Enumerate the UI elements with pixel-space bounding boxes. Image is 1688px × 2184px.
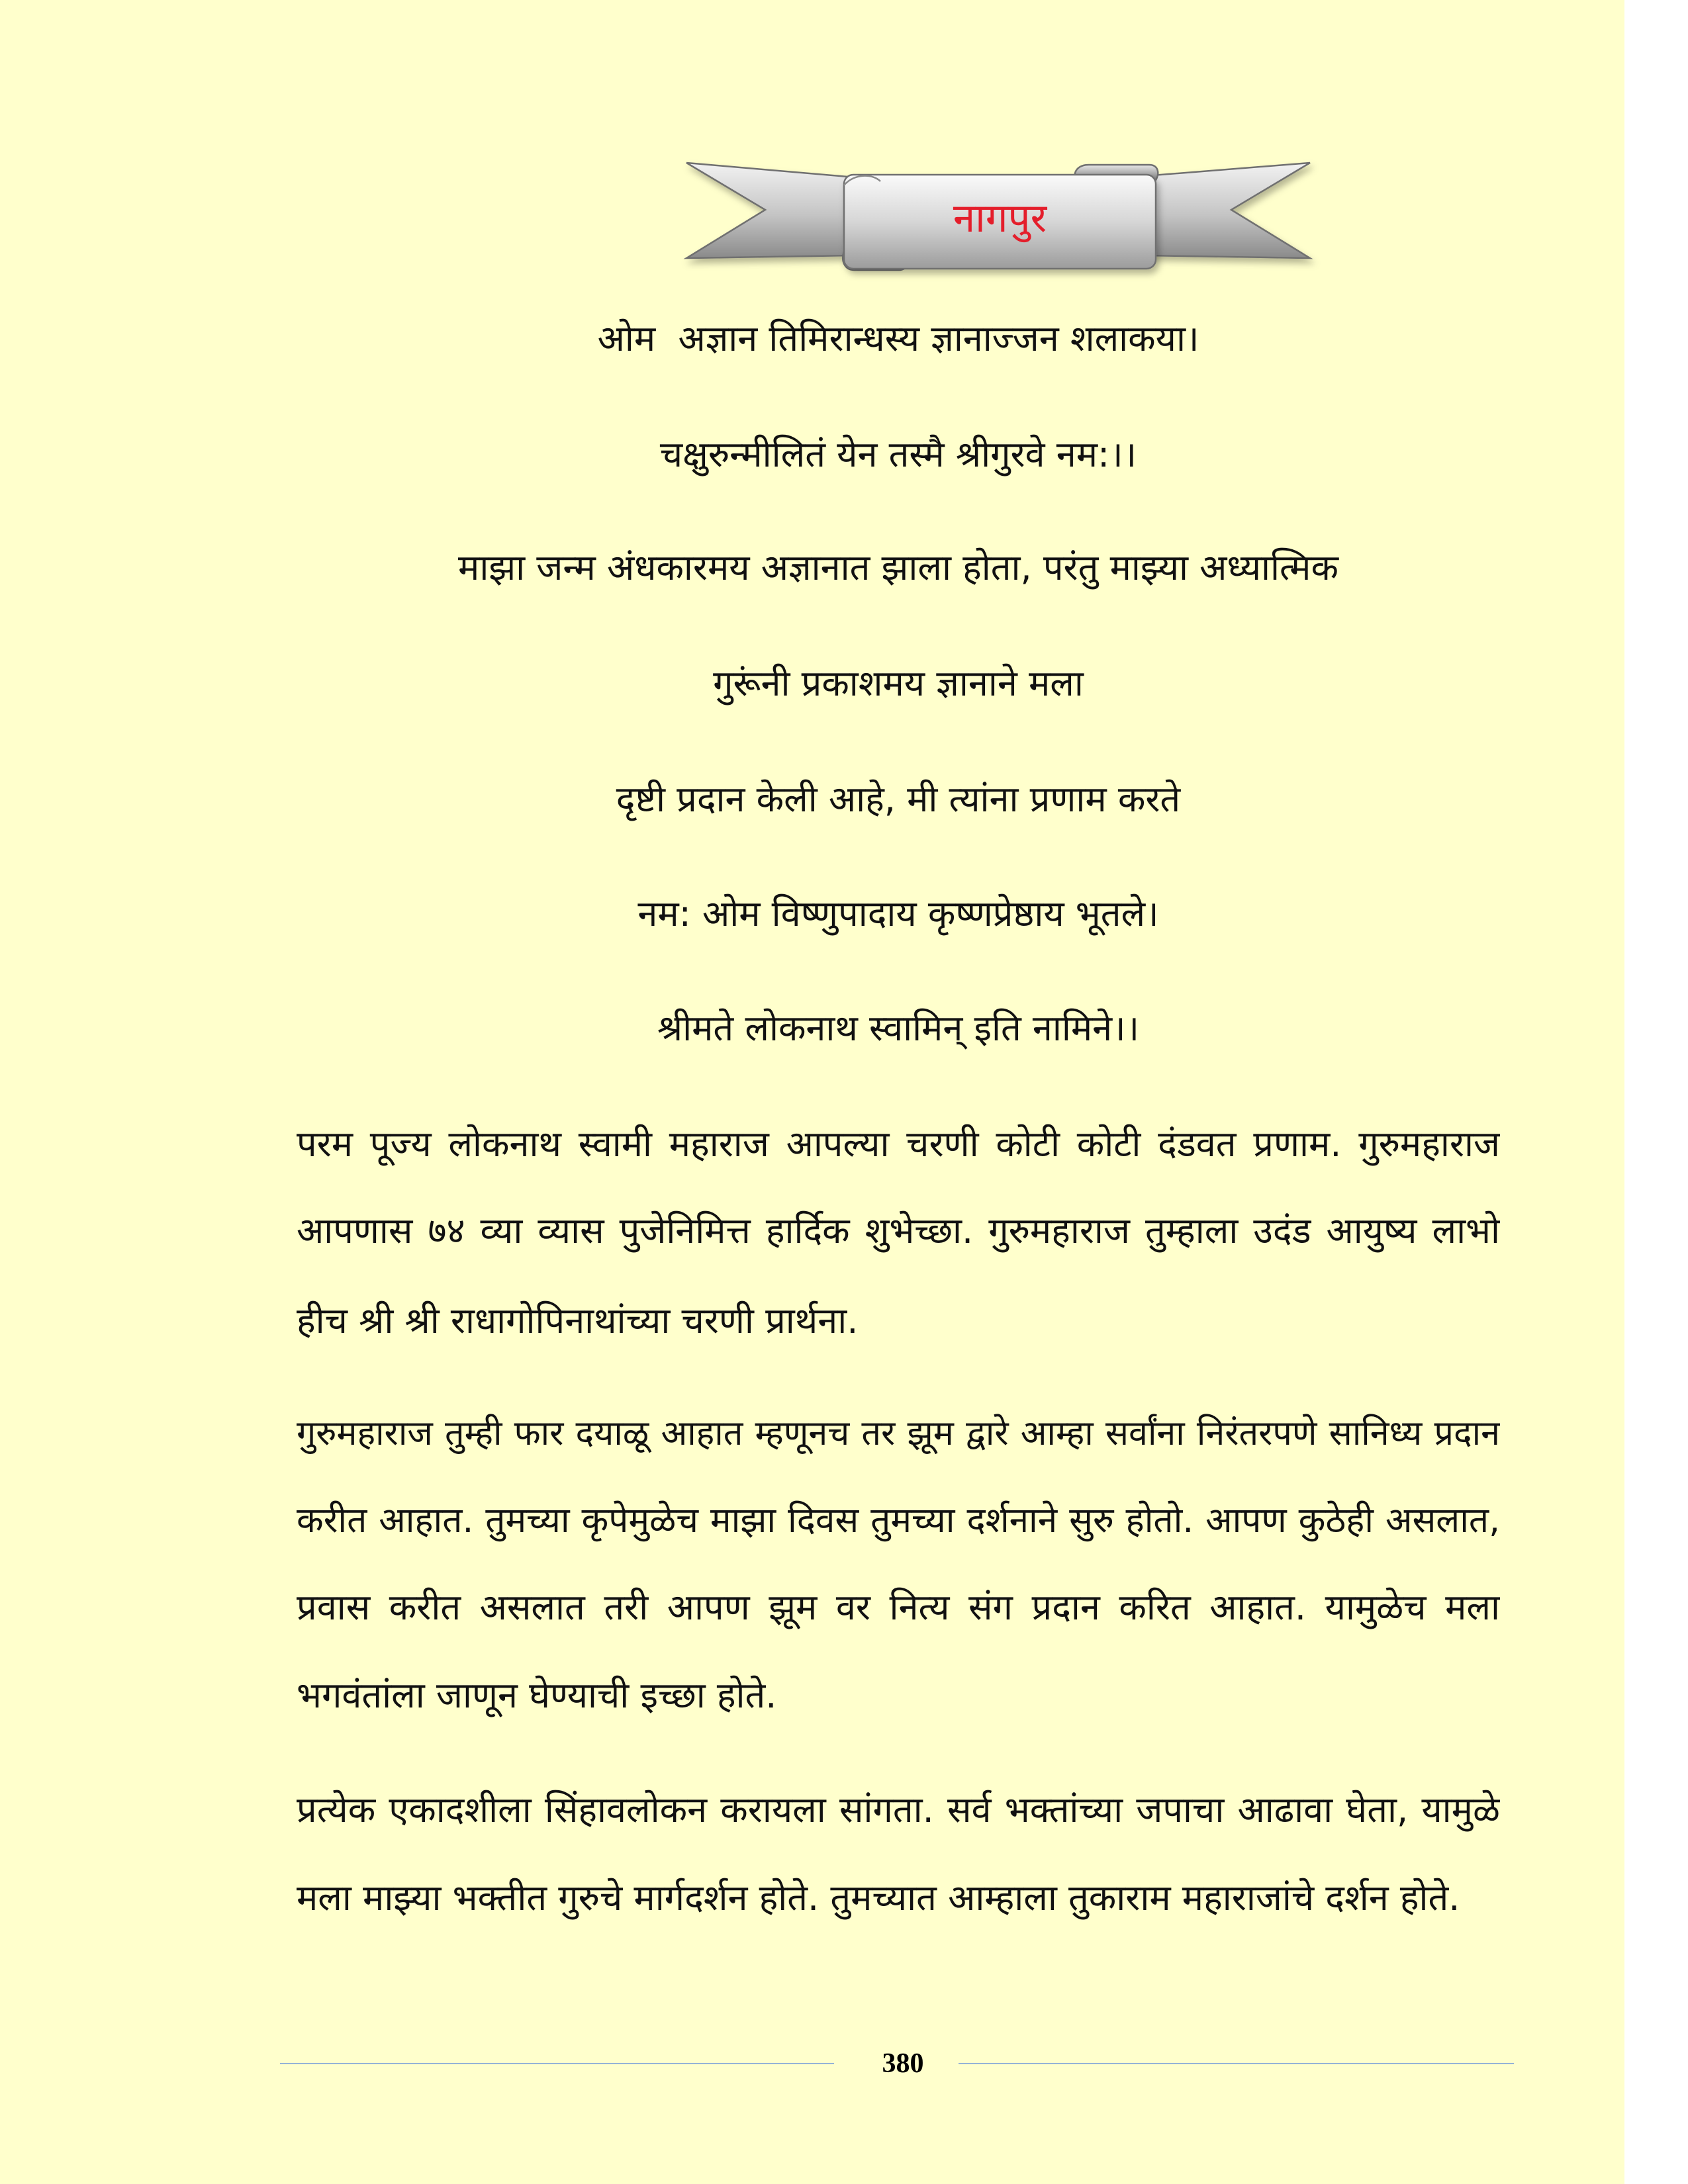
paragraph-line: करीत आहात. तुमच्या कृपेमुळेच माझा दिवस तुमच्या दर्शनाने सुरु होतो. आपण कुठेही असलात,	[297, 1500, 1500, 1541]
banner-right-tail	[1144, 163, 1310, 258]
paragraph-line: परम पूज्य लोकनाथ स्वामी महाराज आपल्या चरणी कोटी कोटी दंडवत प्रणाम. गुरुमहाराज	[297, 1123, 1500, 1165]
verse-line-7: श्रीमते लोकनाथ स्वामिन् इति नामिने।।	[657, 1007, 1140, 1049]
page-number: 380	[882, 2048, 924, 2079]
verse-line-4: गुरूंनी प्रकाशमय ज्ञानाने मला	[713, 662, 1084, 704]
verse-line-5: दृष्टी प्रदान केली आहे, मी त्यांना प्रणाम करते	[616, 778, 1181, 820]
verse-line-3: माझा जन्म अंधकारमय अज्ञानात झाला होता, परंतु माझ्या अध्यात्मिक	[458, 547, 1338, 588]
verse-line-1: ओम अज्ञान तिमिरान्धस्य ज्ञानाज्जन शलाकया।	[597, 318, 1199, 359]
footer-rule-right	[959, 2063, 1514, 2064]
paragraph-line: प्रवास करीत असलात तरी आपण झूम वर नित्य संग प्रदान करित आहात. यामुळेच मला	[297, 1586, 1500, 1628]
paragraph-line: मला माझ्या भक्तीत गुरुचे मार्गदर्शन होते. तुमच्यात आम्हाला तुकाराम महाराजांचे दर्शन होते.	[297, 1877, 1460, 1919]
banner-left-tail	[686, 163, 855, 258]
verse-line-6: नम: ओम विष्णुपादाय कृष्णप्रेष्ठाय भूतले।	[637, 893, 1159, 934]
footer-rule-left	[280, 2063, 834, 2064]
paragraph-line: गुरुमहाराज तुम्ही फार दयाळू आहात म्हणूनच तर झूम द्वारे आम्हा सर्वांना निरंतरपणे सानिध्य प्रदान	[297, 1414, 1500, 1453]
banner-title: नागपुर	[953, 195, 1047, 242]
verse-line-2: चक्षुरुन्मीलितं येन तस्मै श्रीगुरवे नम:।।	[659, 433, 1137, 475]
paragraph-line: हीच श्री श्री राधागोपिनाथांच्या चरणी प्रार्थना.	[297, 1300, 859, 1342]
paragraph-line: आपणास ७४ व्या व्यास पुजेनिमित्त हार्दिक शुभेच्छा. गुरुमहाराज तुम्हाला उदंड आयुष्य लाभो	[297, 1210, 1500, 1251]
paragraph-line: प्रत्येक एकादशीला सिंहावलोकन करायला सांगता. सर्व भक्तांच्या जपाचा आढावा घेता, यामुळे	[297, 1789, 1500, 1831]
paragraph-line: भगवंतांला जाणून घेण्याची इच्छा होते.	[297, 1674, 777, 1716]
